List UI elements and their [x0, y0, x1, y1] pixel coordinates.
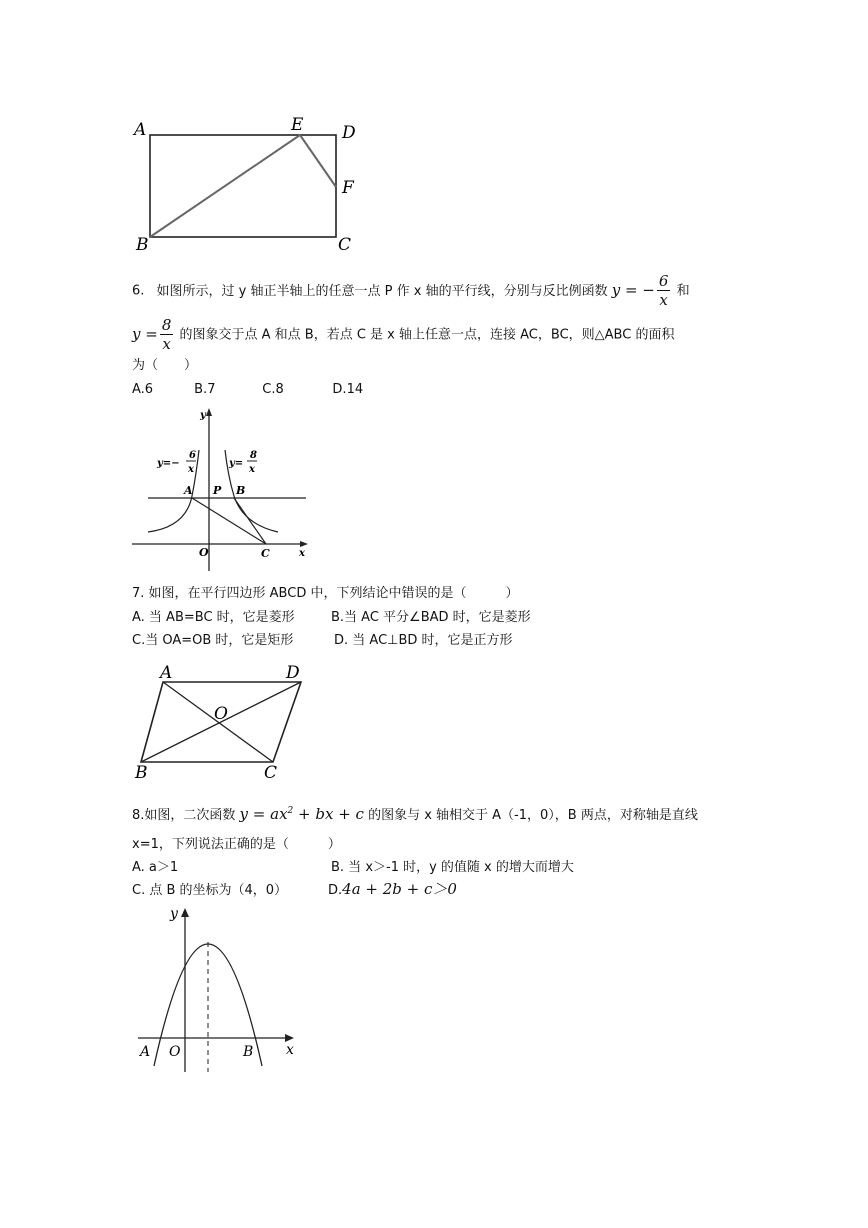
point-label-c: C [338, 235, 352, 255]
point-label-f: F [342, 178, 354, 198]
point-label-p: P [213, 484, 222, 497]
q6-stem-part2: 的图象交于点 A 和点 B，若点 C 是 x 轴上任意一点，连接 AC，BC，则△ABC 的面积 [179, 327, 675, 343]
q6-line1 [132, 272, 690, 309]
rectangle-figure [120, 108, 370, 258]
q6-eq2: y = $\frac{8}{x}$ [132, 316, 172, 353]
q8-option-b: B. 当 x＞-1 时，y 的值随 x 的增大而增大 [331, 860, 574, 875]
left-curve-den: x [188, 464, 194, 475]
point-label-e: E [291, 115, 304, 135]
q7-parallelogram-figure [128, 660, 318, 782]
q8-equation: $y = ax^2$ + bx + c [239, 805, 364, 823]
q8-stem-part1: 8.如图，二次函数 [132, 808, 236, 823]
q6-stem-part1: 如图所示，过 y 轴正半轴上的任意一点 P 作 x 轴的平行线，分别与反比例函数 [156, 283, 608, 299]
q7-option-a: A. 当 AB=BC 时，它是菱形 [132, 610, 295, 625]
point-label-a: A [184, 484, 193, 497]
q8-line2: x=1，下列说法正确的是（ ） [132, 837, 341, 852]
left-curve-num: 6 [189, 450, 196, 461]
point-label-a: A [140, 1044, 151, 1060]
point-label-d: D [342, 123, 356, 143]
q7-option-b: B.当 AC 平分∠BAD 时，它是菱形 [331, 610, 531, 625]
q6-line3: 为（ ） [132, 358, 198, 373]
q6-option-b: B.7 [194, 382, 216, 397]
q6-option-a: A.6 [132, 382, 154, 397]
q6-option-d: D.14 [332, 382, 364, 397]
point-label-c: C [261, 547, 270, 560]
q6-option-c: C.8 [262, 382, 284, 397]
point-label-b: B [136, 235, 149, 255]
point-label-a: A [160, 663, 173, 683]
q6-line2 [132, 316, 674, 353]
q8-option-c: C. 点 B 的坐标为（4，0） [132, 883, 288, 898]
q8-option-d: D.4a + 2b + c＞0 [328, 880, 457, 898]
axis-label-y: y [200, 410, 206, 421]
q6-number: 6. [132, 283, 145, 299]
q8-parabola-figure [128, 904, 308, 1076]
left-curve-eq: y=− [157, 458, 180, 469]
point-label-b: B [236, 484, 246, 497]
right-curve-den: x [249, 464, 255, 475]
q8-option-a: A. a＞1 [132, 860, 179, 875]
q6-hyperbola-figure [128, 406, 313, 576]
q8-stem-part2: 的图象与 x 轴相交于 A（-1，0），B 两点，对称轴是直线 [368, 808, 698, 823]
q8-line1 [132, 803, 698, 824]
q7-option-d: D. 当 AC⊥BD 时，它是正方形 [334, 633, 513, 648]
axis-label-x: x [286, 1042, 294, 1058]
origin-label: O [199, 546, 209, 559]
axis-label-y: y [170, 906, 178, 922]
q6-and: 和 [676, 283, 690, 299]
point-label-b: B [135, 763, 148, 782]
q6-options [132, 382, 363, 398]
origin-label: O [169, 1044, 181, 1060]
q6-eq1: y = − $\frac{6}{x}$ [611, 272, 669, 309]
point-label-a: A [134, 120, 147, 140]
point-label-d: D [286, 663, 300, 683]
right-curve-num: 8 [250, 450, 257, 461]
point-label-b: B [243, 1044, 254, 1060]
point-label-c: C [264, 763, 278, 782]
right-curve-eq: y= [229, 458, 244, 469]
q7-option-c: C.当 OA=OB 时，它是矩形 [132, 633, 294, 648]
q7-stem: 7. 如图，在平行四边形 ABCD 中，下列结论中错误的是（ ） [132, 586, 519, 601]
point-label-o: O [214, 704, 228, 724]
axis-label-x: x [299, 548, 305, 559]
